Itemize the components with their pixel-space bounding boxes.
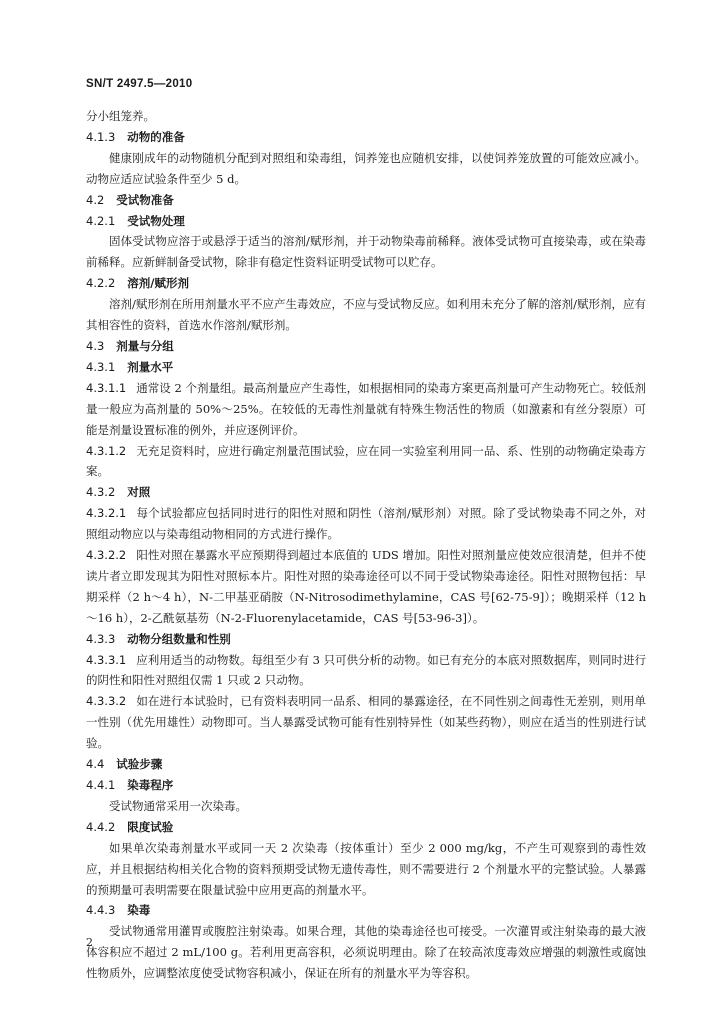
section-heading	[86, 629, 646, 650]
clause-number: 4.3.1.2	[86, 443, 127, 458]
clause-number: 4.3.3.1	[86, 652, 127, 667]
body-paragraph	[86, 838, 646, 901]
document-body	[86, 106, 646, 984]
paragraph-text: 如果单次染毒剂量水平或同一天 2 次染毒（按体重计）至少 2 000 mg/kg，不产生可观察到的毒性效应，并且根据结构相关化合物的资料预期受试物无遗传毒性，则不需要进行 2 个剂量水平的完整试验。人暴露的预期量可表明需要在限量试验中应用更高的剂量水平。	[86, 840, 646, 897]
body-paragraph	[86, 106, 646, 127]
section-heading	[86, 273, 646, 294]
section-number: 4.4	[86, 757, 105, 772]
body-paragraph	[86, 921, 646, 984]
section-number: 4.3.1	[86, 359, 116, 374]
clause-number: 4.3.2.1	[86, 506, 127, 521]
section-number: 4.3	[86, 338, 105, 353]
paragraph-text: 受试物通常采用一次染毒。	[109, 798, 247, 813]
section-heading	[86, 900, 646, 921]
paragraph-text: 如在进行本试验时，已有资料表明同一品系、相同的暴露途径，在不同性别之间毒性无差别，则用单一性别（优先用雄性）动物即可。当人暴露受试物可能有性别特异性（如某些药物），则应在适当的性别进行试验。	[86, 694, 646, 751]
body-paragraph	[86, 503, 646, 545]
body-paragraph	[86, 441, 646, 483]
paragraph-text: 应利用适当的动物数。每组至少有 3 只可供分析的动物。如已有充分的本底对照数据库，则同时进行的阴性和阳性对照组仅需 1 只或 2 只动物。	[86, 652, 646, 688]
section-number: 4.3.3	[86, 631, 116, 646]
paragraph-text: 健康刚成年的动物随机分配到对照组和染毒组，饲养笼也应随机安排，以使饲养笼放置的可能效应减小。动物应适应试验条件至少 5 d。	[86, 150, 646, 186]
body-paragraph	[86, 545, 646, 629]
page-number: 2	[86, 936, 93, 949]
paragraph-text: 阳性对照在暴露水平应预期得到超过本底值的 UDS 增加。阳性对照剂量应使效应很清楚，但并不使读片者立即发现其为阳性对照标本片。阳性对照的染毒途径可以不同于受试物染毒途径。阳性对照物包括：早期采样（2 h～4 h），N-二甲基亚硝胺（N-Nitrosodimethylamine，CAS 号[62-75-9]）；晚期采样（12 h～16 h），2-乙酰氨基芴（N-2-Fluorenylacetamide，CAS 号[53-96-3]）。	[86, 548, 646, 625]
paragraph-text: 每个试验都应包括同时进行的阳性对照和阴性（溶剂/赋形剂）对照。除了受试物染毒不同之外，对照组动物应以与染毒组动物相同的方式进行操作。	[86, 506, 646, 542]
section-number: 4.2.2	[86, 276, 116, 291]
section-heading	[86, 817, 646, 838]
section-number: 4.2.1	[86, 213, 116, 228]
section-number: 4.4.3	[86, 903, 116, 918]
section-title: 限度试验	[127, 819, 174, 834]
section-title: 动物分组数量和性别	[127, 631, 231, 646]
section-heading	[86, 775, 646, 796]
body-paragraph	[86, 294, 646, 336]
section-title: 动物的准备	[127, 129, 185, 144]
body-paragraph	[86, 691, 646, 754]
body-paragraph	[86, 231, 646, 273]
section-heading	[86, 357, 646, 378]
section-number: 4.3.2	[86, 485, 116, 500]
section-heading	[86, 482, 646, 503]
body-paragraph	[86, 650, 646, 692]
section-number: 4.4.2	[86, 819, 116, 834]
section-title: 试验步骤	[116, 757, 163, 772]
section-title: 剂量与分组	[116, 338, 174, 353]
section-heading	[86, 336, 646, 357]
section-heading	[86, 211, 646, 232]
body-paragraph	[86, 378, 646, 441]
paragraph-text: 分小组笼养。	[86, 109, 155, 123]
section-heading	[86, 190, 646, 211]
paragraph-text: 溶剂/赋形剂在所用剂量水平不应产生毒效应，不应与受试物反应。如利用未充分了解的溶剂/赋形剂，应有其相容性的资料，首选水作溶剂/赋形剂。	[86, 297, 646, 333]
section-number: 4.1.3	[86, 129, 116, 144]
section-heading	[86, 127, 646, 148]
section-title: 染毒程序	[127, 778, 174, 792]
section-heading	[86, 754, 646, 775]
clause-number: 4.3.1.1	[86, 380, 127, 395]
section-title: 对照	[127, 485, 151, 500]
section-number: 4.2	[86, 192, 105, 207]
section-title: 受试物准备	[116, 192, 174, 207]
body-paragraph	[86, 796, 646, 817]
section-number: 4.4.1	[86, 778, 116, 792]
body-paragraph	[86, 148, 646, 190]
clause-number: 4.3.3.2	[86, 694, 127, 709]
standard-code-header: SN/T 2497.5—2010	[86, 78, 193, 90]
paragraph-text: 固体受试物应溶于或悬浮于适当的溶剂/赋形剂，并于动物染毒前稀释。液体受试物可直接染毒，或在染毒前稀释。应新鲜制备受试物，除非有稳定性资料证明受试物可以贮存。	[86, 234, 646, 270]
section-title: 受试物处理	[127, 213, 185, 228]
clause-number: 4.3.2.2	[86, 548, 127, 563]
paragraph-text: 受试物通常用灌胃或腹腔注射染毒。如果合理，其他的染毒途径也可接受。一次灌胃或注射染毒的最大液体容积应不超过 2 mL/100 g。若利用更高容积，必须说明理由。除了在较高浓度毒效应增强的刺激性或腐蚀性物质外，应调整浓度使受试物容积减小，保证在所有的剂量水平为等容积。	[86, 924, 646, 981]
paragraph-text: 无充足资料时，应进行确定剂量范围试验，应在同一实验室利用同一品、系、性别的动物确定染毒方案。	[86, 443, 646, 479]
section-title: 剂量水平	[127, 359, 174, 374]
section-title: 染毒	[127, 903, 151, 918]
paragraph-text: 通常设 2 个剂量组。最高剂量应产生毒性，如根据相同的染毒方案更高剂量可产生动物死亡。较低剂量一般应为高剂量的 50%～25%。在较低的无毒性剂量就有特殊生物活性的物质（如激素和有丝分裂原）可能是剂量设置标准的例外，并应逐例评价。	[86, 380, 646, 437]
section-title: 溶剂/赋形剂	[127, 276, 189, 291]
